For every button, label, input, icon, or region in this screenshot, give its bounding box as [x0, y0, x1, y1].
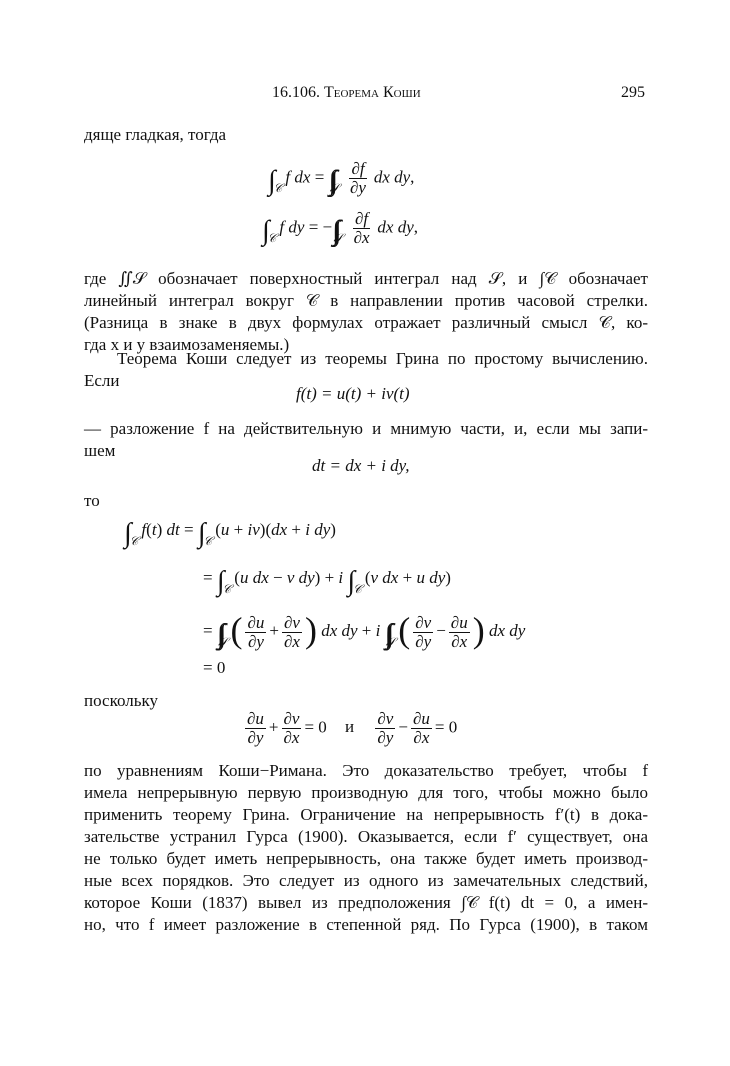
paragraph-text: дяще гладкая, тогда: [84, 125, 227, 144]
section-number: 16.106.: [272, 84, 320, 101]
paragraph-line: применить теорему Грина. Ограничение на непрерывность f′(t) в дока-: [84, 805, 648, 824]
paragraph-line: ные всех порядков. Это следует из одного из замечательных следствий,: [84, 871, 648, 890]
paragraph-line: гда x и y взаимозаменяемы.): [84, 335, 290, 354]
formula-text-copies: ∫𝒞 f dx = ∬𝒮 ∂f/∂y dx dy, ∫𝒞 f dy = −∬𝒮 ∂f/∂x dx dy, ∫𝒞 f(t) dt = ∫𝒞 (u + iv)(dx + i dy) = ∫𝒞 (u dx − v dy) + i ∫𝒞 (v dx + u dy) = ∬𝒮 (∂u/∂y + ∂v/∂x) dx dy + i ∬𝒮 (∂v/∂y − ∂u/∂x) dx dy ∂u/∂y + ∂v/∂x = 0 и ∂v/∂y − ∂u/∂x = 0: [0, 1040, 91, 1041]
paragraph-line: линейный интеграл вокруг 𝒞 в направлении против часовой стрелки.: [84, 291, 648, 310]
section-title: Теорема Коши: [324, 84, 421, 101]
paragraph-line: по уравнениям Коши−Римана. Это доказательство требует, чтобы f: [84, 761, 648, 780]
equation-chain-line-1: $\int_𝒞f(t)$ dt = $\int_𝒞(u + iv)(dx + i$ dy): [124, 518, 336, 549]
equation-green-1: $\int_𝒞f$ dx = $\int\int_𝒮$ $\frac{\partial f}{\partial y}$ dx dy,: [268, 159, 415, 197]
running-header: [272, 84, 421, 102]
paragraph-line: которое Коши (1837) вывел из предположения ∫𝒞 f(t) dt = 0, а имен-: [84, 893, 648, 912]
paragraph-line: — разложение f на действительную и мнимую части, и, если мы запи-: [84, 419, 648, 438]
equation-chain-line-4: = 0: [203, 658, 226, 677]
paragraph-text: поскольку: [84, 691, 158, 710]
paragraph-line: (Разница в знаке в двух формулах отражает различный смысл 𝒞, ко-: [84, 313, 648, 332]
paragraph-line: не только будет иметь непрерывность, она также будет иметь производ-: [84, 849, 648, 868]
equation-dt-decomposition: dt = dx + i dy,: [312, 456, 410, 475]
equation-cauchy-riemann: $\frac{\partial u}{\partial y}$ + $\frac{\partial v}{\partial x}$ = 0 и $\frac{\partial v}{\partial y}$ − $\frac{\partial u}{\partial x}$ = 0: [247, 709, 458, 747]
paragraph-line: имела непрерывную первую производную для того, чтобы можно было: [84, 783, 648, 802]
equation-chain-line-3: = $\int\int_𝒮$( $\frac{\partial u}{\partial y}$ + $\frac{\partial v}{\partial x}$ ) dx dy + i $\int\int_𝒮$( $\frac{\partial v}{\partial y}$ − $\frac{\partial u}{\partial x}$ ) dx dy: [203, 610, 526, 651]
paragraph-line: Теорема Коши следует из теоремы Грина по простому вычислению.: [117, 349, 648, 368]
paragraph-text: то: [84, 491, 100, 510]
paragraph-line: где ∬𝒮 обозначает поверхностный интеграл над 𝒮, и ∫𝒞 обозначает: [84, 269, 648, 288]
conjunction: и: [345, 717, 355, 737]
equation-green-2: $\int_𝒞f$ dy = $-\int\int_𝒮$ $\frac{\partial f}{\partial x}$ dx dy,: [262, 209, 418, 247]
equation-f-decomposition: f(t) = u(t) + iv(t): [296, 384, 410, 403]
paragraph-line: Если: [84, 371, 120, 390]
paragraph-line: шем: [84, 441, 116, 460]
page-number: 295: [621, 84, 645, 101]
equation-chain-line-2: = $\int_𝒞(u$ dx − v dy) + i $\int_𝒞(v$ dx + u dy): [203, 566, 451, 597]
paragraph-line: зательстве устранил Гурса (1900). Оказывается, если f′ существует, она: [84, 827, 648, 846]
paragraph-line: но, что f имеет разложение в степенной ряд. По Гурса (1900), в таком: [84, 915, 648, 934]
